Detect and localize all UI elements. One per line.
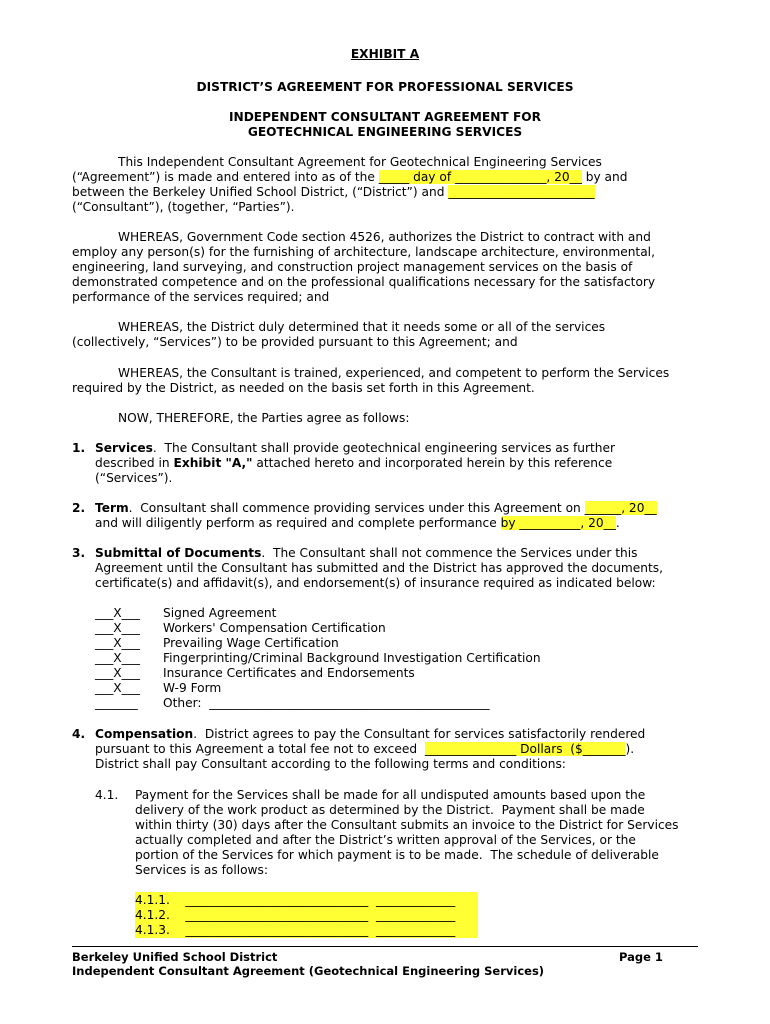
whereas3-line: required by the District, as needed on the basis set forth in this Agreement. <box>72 381 535 395</box>
intro-line-3: between the Berkeley Unified School District, (“District”) and ________________________ <box>72 185 595 199</box>
whereas1-line: engineering, land surveying, and construction project management services on the basis of <box>72 260 633 274</box>
date-blank-highlight: _____ day of _______________, 20__ <box>378 170 582 184</box>
section-1-line-3: (“Services”). <box>95 471 173 485</box>
subsection-4-1-line: actually completed and after the District’s written approval of the Services, or the <box>135 833 636 847</box>
term-start-blank-highlight: ______, 20__ <box>584 501 657 515</box>
section-3-line-2: Agreement until the Consultant has submitted and the District has approved the documents, <box>95 561 664 575</box>
whereas2-line: (collectively, “Services”) to be provided pursuant to this Agreement; and <box>72 335 518 349</box>
footer-page-number: Page 1 <box>619 950 663 964</box>
subsection-4-1-line: Services is as follows: <box>135 863 268 877</box>
intro-line-2: (“Agreement”) is made and entered into as of the _____ day of _______________, 20__ by and <box>72 170 628 184</box>
agreement-subtitle-1: INDEPENDENT CONSULTANT AGREEMENT FOR <box>228 110 542 124</box>
whereas1-line: demonstrated competence and on the professional qualifications necessary for the satisfactory <box>72 275 656 289</box>
checklist-label: Signed Agreement <box>163 606 277 620</box>
section-2-line-2: and will diligently perform as required and complete performance by __________, 20__. <box>95 516 620 530</box>
section-4-line-3: District shall pay Consultant according to the following terms and conditions: <box>95 757 566 771</box>
checklist-label: Insurance Certificates and Endorsements <box>163 666 415 680</box>
section-3-line-3: certificate(s) and affidavit(s), and endorsement(s) of insurance required as indicated below: <box>95 576 656 590</box>
section-1-line-1: Services. The Consultant shall provide geotechnical engineering services as further <box>95 441 616 455</box>
section-2-number: 2. <box>72 501 86 515</box>
agreement-subtitle-2: GEOTECHNICAL ENGINEERING SERVICES <box>247 125 523 139</box>
checklist-label: W-9 Form <box>163 681 222 695</box>
subsection-4-1-line: portion of the Services for which payment is to be made. The schedule of deliverable <box>135 848 659 862</box>
section-4-line-1: Compensation. District agrees to pay the Consultant for services satisfactorily rendered <box>95 727 646 741</box>
schedule-row-4-1-3: 4.1.3. ______________________________ _____________ <box>135 923 456 937</box>
intro-line-4: (“Consultant”), (together, “Parties”). <box>72 200 295 214</box>
term-end-blank-highlight: by __________, 20__ <box>500 516 616 530</box>
footer-district: Berkeley Unified School District <box>72 950 278 964</box>
exhibit-heading: EXHIBIT A <box>350 47 420 61</box>
checklist-label: Prevailing Wage Certification <box>163 636 339 650</box>
checklist-mark: ___X___ <box>95 606 140 620</box>
section-1-heading: Services <box>95 441 153 455</box>
schedule-row-4-1-1: 4.1.1. ______________________________ _____________ <box>135 893 456 907</box>
section-4-heading: Compensation <box>95 727 194 741</box>
footer-divider <box>72 946 698 947</box>
agreement-title: DISTRICT’S AGREEMENT FOR PROFESSIONAL SERVICES <box>196 80 574 94</box>
checklist-label: Workers' Compensation Certification <box>163 621 386 635</box>
whereas1-line: WHEREAS, Government Code section 4526, authorizes the District to contract with and <box>118 230 651 244</box>
checklist-mark: ___X___ <box>95 666 140 680</box>
section-1-number: 1. <box>72 441 86 455</box>
checklist-label: Fingerprinting/Criminal Background Investigation Certification <box>163 651 541 665</box>
section-2-line-1: Term. Consultant shall commence providing services under this Agreement on ______, 20__ <box>95 501 657 515</box>
checklist-mark: _______ <box>95 696 138 710</box>
consultant-blank-highlight: ________________________ <box>448 185 595 199</box>
section-2-heading: Term <box>95 501 129 515</box>
checklist-mark: ___X___ <box>95 651 140 665</box>
whereas3-line: WHEREAS, the Consultant is trained, experienced, and competent to perform the Services <box>118 366 670 380</box>
section-4-line-2: pursuant to this Agreement a total fee not to exceed _______________ Dollars ($_______). <box>95 742 635 756</box>
intro-line-1: This Independent Consultant Agreement for Geotechnical Engineering Services <box>118 155 602 169</box>
subsection-4-1-line: delivery of the work product as determined by the District. Payment shall be made <box>135 803 645 817</box>
section-1-line-2: described in Exhibit "A," attached hereto and incorporated herein by this reference <box>95 456 613 470</box>
fee-blank-highlight: _______________ Dollars ($_______ <box>424 742 626 756</box>
checklist-label: Other: ______________________________________________ <box>163 696 490 710</box>
whereas2-line: WHEREAS, the District duly determined that it needs some or all of the services <box>118 320 606 334</box>
section-3-line-1: Submittal of Documents. The Consultant shall not commence the Services under this <box>95 546 638 560</box>
subsection-4-1-line: Payment for the Services shall be made for all undisputed amounts based upon the <box>135 788 646 802</box>
section-3-number: 3. <box>72 546 86 560</box>
whereas1-line: employ any person(s) for the furnishing of architecture, landscape architecture, environmental, <box>72 245 655 259</box>
whereas1-line: performance of the services required; and <box>72 290 330 304</box>
schedule-row-4-1-2: 4.1.2. ______________________________ _____________ <box>135 908 456 922</box>
now-therefore-line: NOW, THEREFORE, the Parties agree as follows: <box>118 411 410 425</box>
section-4-number: 4. <box>72 727 86 741</box>
checklist-mark: ___X___ <box>95 621 140 635</box>
subsection-4-1-line: within thirty (30) days after the Consultant submits an invoice to the District for Services <box>135 818 679 832</box>
checklist-mark: ___X___ <box>95 636 140 650</box>
section-3-heading: Submittal of Documents <box>95 546 262 560</box>
checklist-mark: ___X___ <box>95 681 140 695</box>
footer-document-title: Independent Consultant Agreement (Geotechnical Engineering Services) <box>72 964 545 978</box>
subsection-4-1-number: 4.1. <box>95 788 119 802</box>
